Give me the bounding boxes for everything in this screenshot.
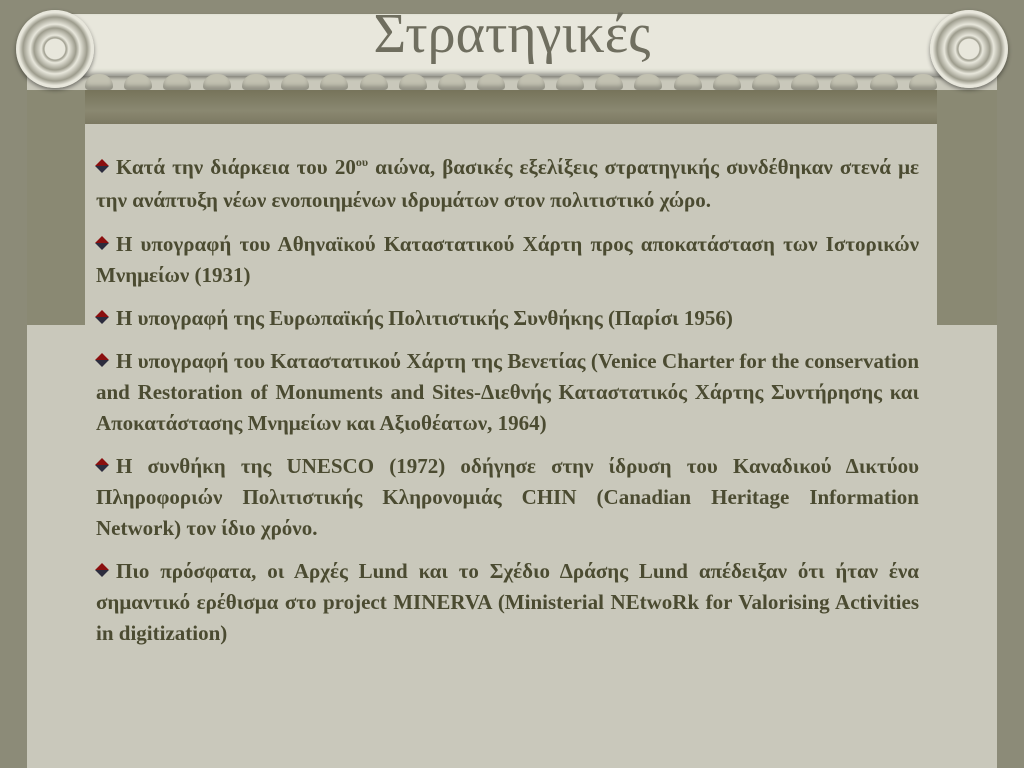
- bullet-item: [96, 146, 919, 217]
- diamond-bullet-icon: [95, 458, 109, 472]
- bead-ornament: [674, 74, 702, 90]
- bullet-item: [96, 556, 919, 649]
- bead-ornament: [399, 74, 427, 90]
- bullet-text: Η υπογραφή της Ευρωπαϊκής Πολιτιστικής Συνθήκης (Παρίσι 1956): [116, 306, 733, 330]
- bullet-list: [96, 146, 919, 661]
- bead-ornament: [595, 74, 623, 90]
- bead-ornament: [830, 74, 858, 90]
- bead-ornament: [281, 74, 309, 90]
- bullet-text: Κατά την διάρκεια του 20: [116, 155, 356, 179]
- diamond-bullet-icon: [95, 159, 109, 173]
- bullet-item: [96, 229, 919, 291]
- bead-ornament: [124, 74, 152, 90]
- bead-ornament: [320, 74, 348, 90]
- bead-ornament: [713, 74, 741, 90]
- bead-ornament: [870, 74, 898, 90]
- bullet-text: Η συνθήκη της UNESCO (1972) οδήγησε στην ίδρυση του Καναδικού Δικτύου Πληροφοριών Πολιτιστικής Κληρονομιάς CHIN (Canadian Heritage Information Network) τον ίδιο χρόνο.: [96, 454, 919, 540]
- diamond-bullet-icon: [95, 236, 109, 250]
- bullet-item: [96, 451, 919, 544]
- bead-molding: [85, 74, 937, 90]
- slide-title: Στρατηγικές: [373, 3, 651, 65]
- bead-ornament: [438, 74, 466, 90]
- bead-ornament: [909, 74, 937, 90]
- bead-ornament: [517, 74, 545, 90]
- diamond-bullet-icon: [95, 310, 109, 324]
- bead-ornament: [85, 74, 113, 90]
- bead-ornament: [242, 74, 270, 90]
- bead-ornament: [752, 74, 780, 90]
- bullet-text: Πιο πρόσφατα, οι Αρχές Lund και το Σχέδιο Δράσης Lund απέδειξαν ότι ήταν ένα σημαντικό ερέθισμα στο project MINERVA (Ministerial NEtwoRk for Valorising Activities in digitization): [96, 559, 919, 645]
- architrave-band: [85, 90, 937, 124]
- column-shade-right: [937, 90, 997, 325]
- bullet-item: [96, 346, 919, 439]
- bead-ornament: [163, 74, 191, 90]
- bead-ornament: [477, 74, 505, 90]
- superscript: ου: [355, 155, 369, 169]
- bullet-text: Η υπογραφή του Καταστατικού Χάρτη της Βενετίας (Venice Charter for the conservation and Restoration of Monuments and Sites-Διεθνής Καταστατικός Χάρτης Συντήρησης και Αποκατάστασης Μνημείων και Αξιοθέατων, 1964): [96, 349, 919, 435]
- bullet-text: Η υπογραφή του Αθηναϊκού Καταστατικού Χάρτη προς αποκατάσταση των Ιστορικών Μνημείων (1931): [96, 232, 919, 287]
- bead-ornament: [556, 74, 584, 90]
- bead-ornament: [791, 74, 819, 90]
- diamond-bullet-icon: [95, 563, 109, 577]
- bullet-item: [96, 303, 919, 334]
- bead-ornament: [634, 74, 662, 90]
- diamond-bullet-icon: [95, 353, 109, 367]
- bead-ornament: [203, 74, 231, 90]
- column-shade-left: [27, 90, 85, 325]
- bead-ornament: [360, 74, 388, 90]
- bullet-text: αιώνα, βασικές εξελίξεις στρατηγικής συνδέθηκαν στενά με την ανάπτυξη νέων ενοποιημένων ιδρυμάτων στον πολιτιστικό χώρο.: [96, 155, 919, 212]
